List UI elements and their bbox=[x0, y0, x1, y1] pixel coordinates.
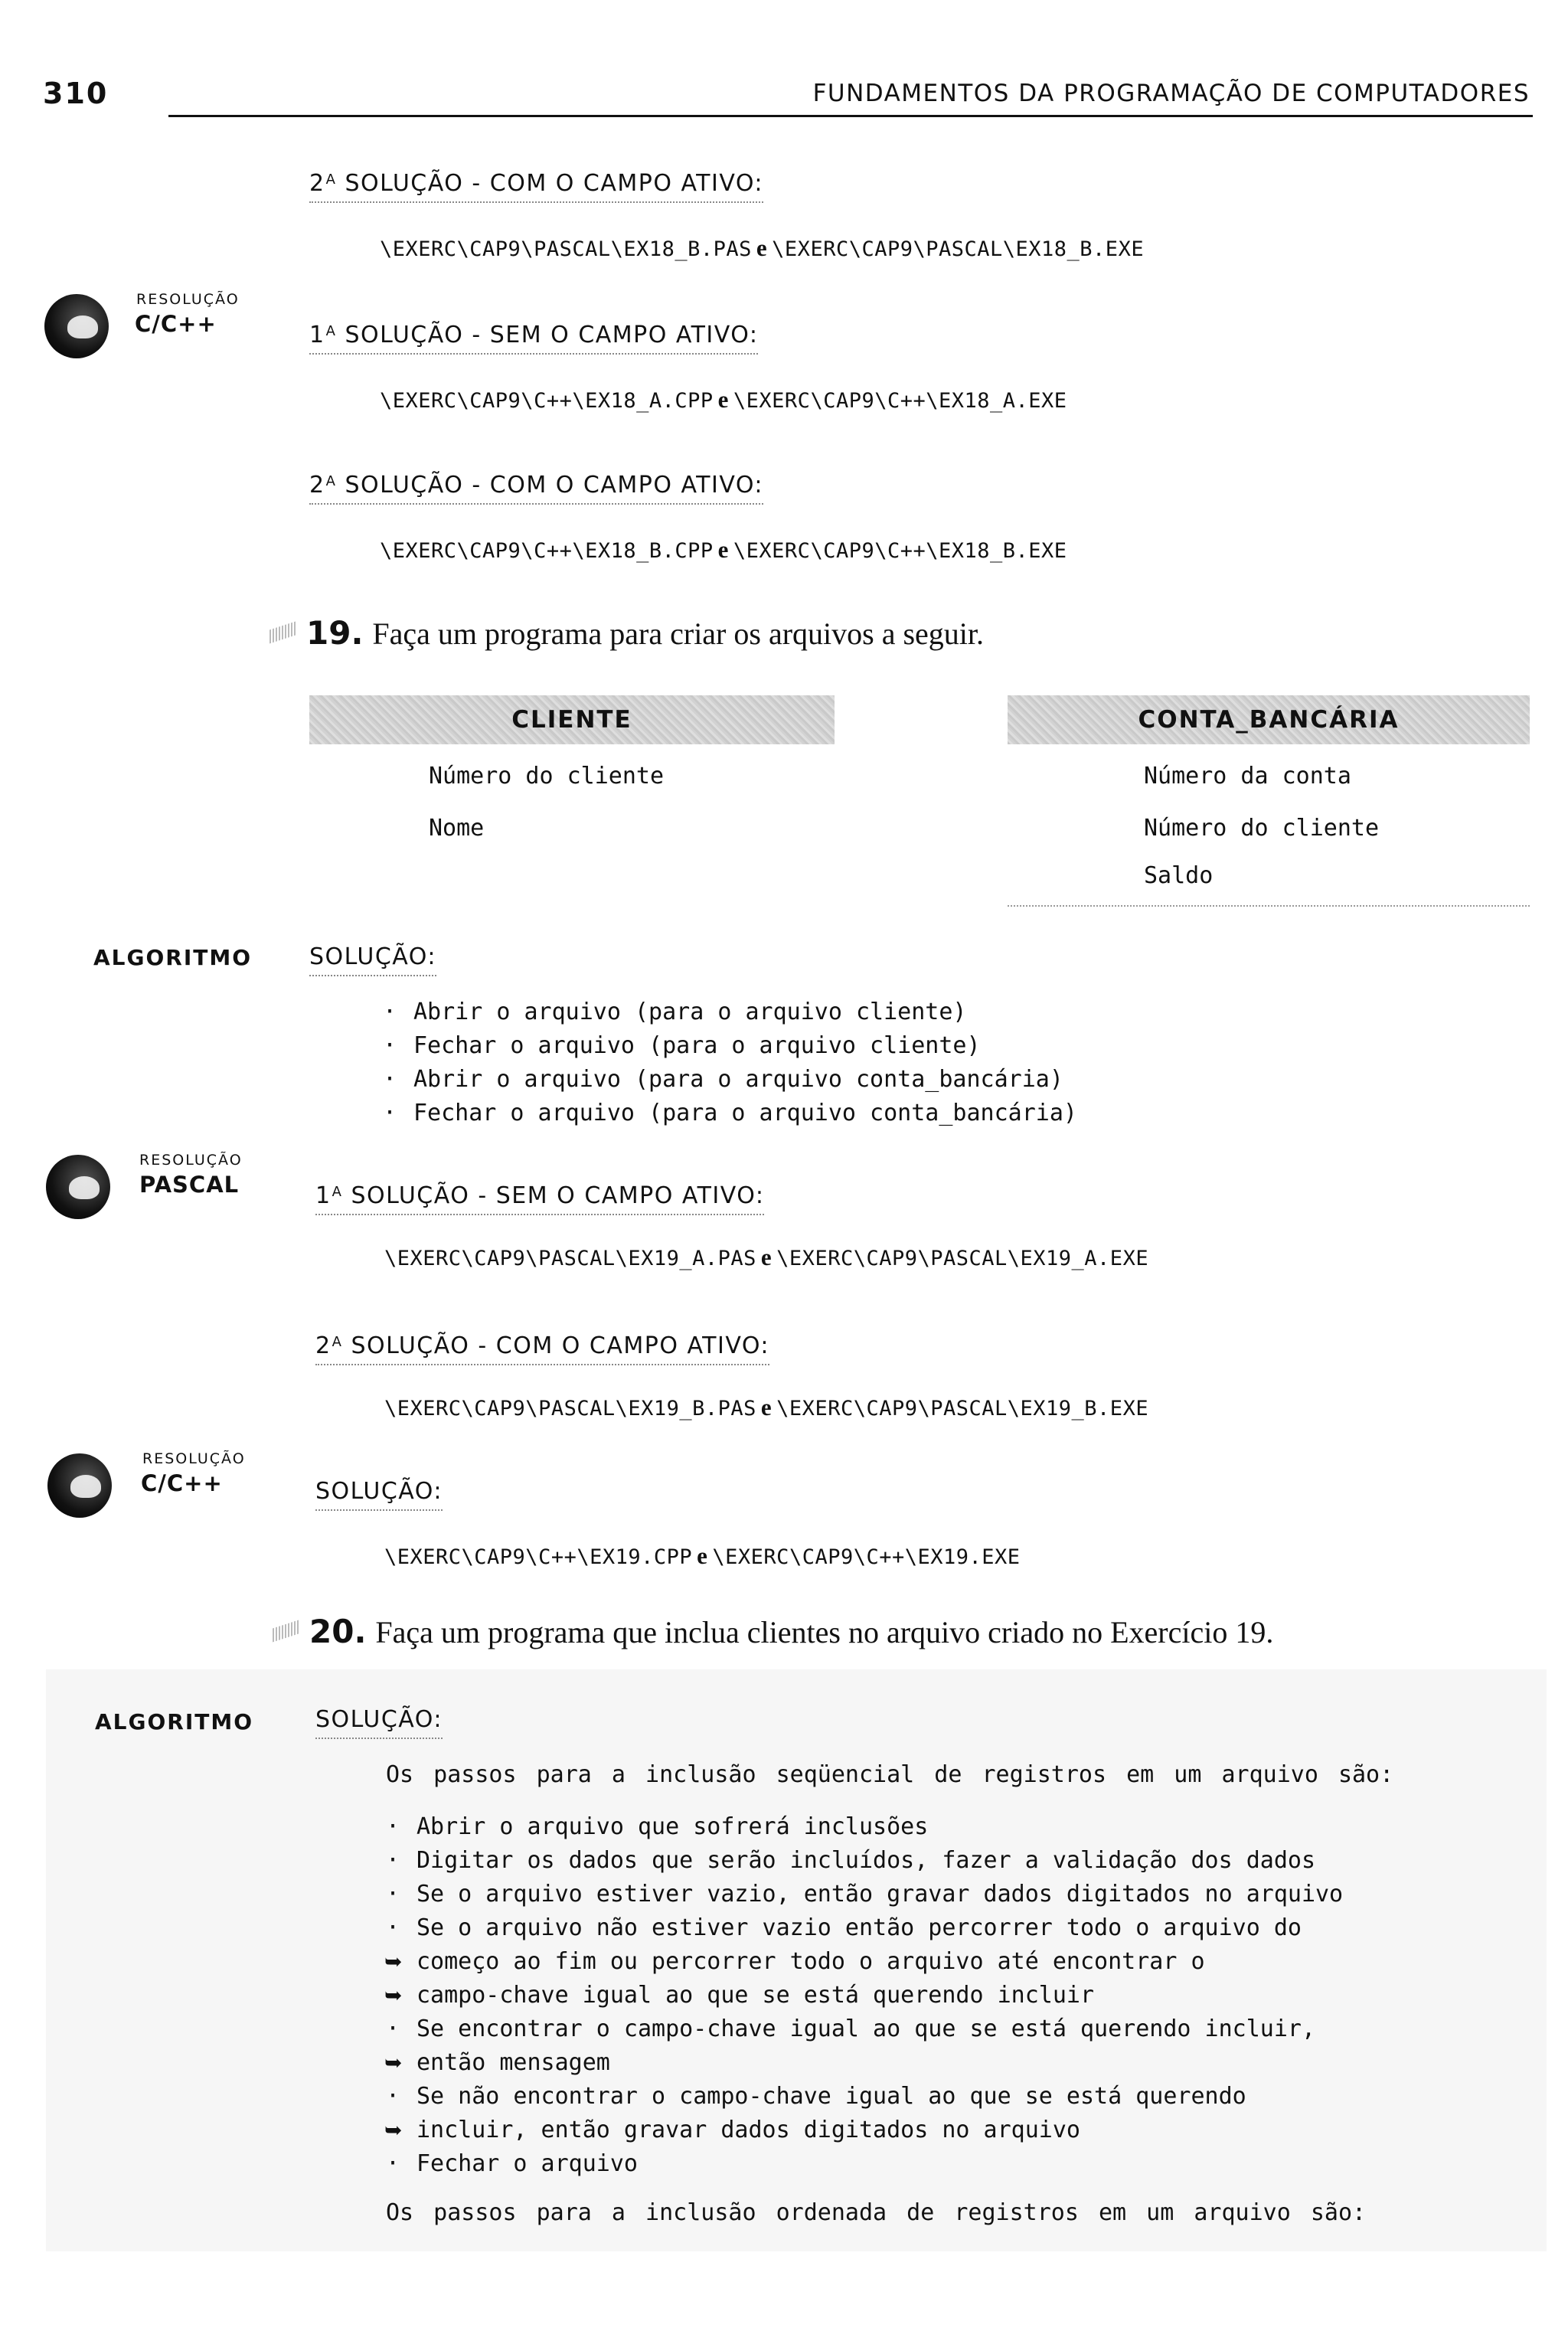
pencil-icon bbox=[270, 621, 296, 643]
header-rule bbox=[168, 115, 1533, 117]
ex20-intro: Os passos para a inclusão seqüencial de registros em um arquivo são: bbox=[386, 1761, 1394, 1788]
resolution-icon bbox=[47, 1453, 112, 1518]
list-item: · Abrir o arquivo que sofrerá inclusões bbox=[386, 1813, 929, 1840]
algorithm-badge: ALGORITMO bbox=[95, 1709, 254, 1734]
pencil-icon bbox=[273, 1620, 299, 1642]
list-item: · Se encontrar o campo-chave igual ao que se está querendo incluir, bbox=[386, 2016, 1315, 2042]
resolution-cpp-badge: RESOLUÇÃO C/C++ bbox=[47, 1447, 277, 1524]
list-item: · Se não encontrar o campo-chave igual ao que se está querendo bbox=[386, 2083, 1246, 2110]
continuation-arrow-icon: ➥ bbox=[384, 1949, 403, 1974]
exercise-20-statement: 20. Faça um programa que inclua clientes no arquivo criado no Exercício 19. bbox=[273, 1613, 1273, 1650]
table-cliente-field: Nome bbox=[429, 815, 485, 842]
list-item: · Abrir o arquivo (para o arquivo conta_bancária) bbox=[383, 1066, 1063, 1093]
solution-heading: SOLUÇÃO: bbox=[309, 943, 436, 976]
page-number: 310 bbox=[43, 77, 109, 110]
list-item-continuation: ➥ começo ao fim ou percorrer todo o arquivo até encontrar o bbox=[386, 1945, 1343, 1979]
list-item-continuation: ➥ incluir, então gravar dados digitados no arquivo bbox=[386, 2114, 1343, 2147]
solution-heading: SOLUÇÃO: bbox=[315, 1478, 443, 1511]
list-item: · Se o arquivo não estiver vazio então percorrer todo o arquivo do bbox=[386, 1914, 1302, 1941]
list-item: · Digitar os dados que serão incluídos, fazer a validação dos dados bbox=[386, 1847, 1315, 1874]
continuation-arrow-icon: ➥ bbox=[384, 2117, 403, 2143]
section-heading-ex18-cpp-2: $2^A$ SOLUÇÃO - COM O CAMPO ATIVO: bbox=[309, 472, 763, 505]
list-item: · Fechar o arquivo (para o arquivo cliente) bbox=[383, 1032, 981, 1059]
table-conta-field: Número da conta bbox=[1144, 763, 1351, 790]
table-conta-rule bbox=[1008, 905, 1530, 907]
section-heading-ex18-cpp-1: $1^A$ SOLUÇÃO - SEM O CAMPO ATIVO: bbox=[309, 322, 758, 355]
file-path-line: \EXERC\CAP9\PASCAL\EX19_B.PAS e \EXERC\CAP9\PASCAL\EX19_B.EXE bbox=[384, 1394, 1149, 1421]
list-item: · Fechar o arquivo (para o arquivo conta_bancária) bbox=[383, 1100, 1077, 1126]
file-path-line: \EXERC\CAP9\PASCAL\EX18_B.PAS e \EXERC\CAP9\PASCAL\EX18_B.EXE bbox=[380, 234, 1145, 261]
section-heading-ex18-pascal-2: $2^A$ SOLUÇÃO - COM O CAMPO ATIVO: bbox=[309, 170, 763, 203]
continuation-arrow-icon: ➥ bbox=[384, 1983, 403, 2008]
table-cliente-title: CLIENTE bbox=[309, 695, 835, 744]
file-path-line: \EXERC\CAP9\PASCAL\EX19_A.PAS e \EXERC\CAP9\PASCAL\EX19_A.EXE bbox=[384, 1244, 1149, 1270]
file-path-line: \EXERC\CAP9\C++\EX19.CPP e \EXERC\CAP9\C++\EX19.EXE bbox=[384, 1542, 1021, 1569]
running-title: FUNDAMENTOS DA PROGRAMAÇÃO DE COMPUTADORES bbox=[812, 80, 1530, 107]
section-heading-ex19-pascal-1: $1^A$ SOLUÇÃO - SEM O CAMPO ATIVO: bbox=[315, 1182, 764, 1215]
list-item-continuation: ➥ então mensagem bbox=[386, 2046, 1343, 2080]
ex20-outro: Os passos para a inclusão ordenada de registros em um arquivo são: bbox=[386, 2199, 1367, 2226]
exercise-19-statement: 19. Faça um programa para criar os arquivos a seguir. bbox=[270, 614, 984, 652]
table-cliente-field: Número do cliente bbox=[429, 763, 665, 790]
resolution-icon bbox=[46, 1155, 110, 1219]
table-conta-field: Número do cliente bbox=[1144, 815, 1380, 842]
algorithm-badge: ALGORITMO bbox=[93, 945, 253, 970]
resolution-pascal-badge: RESOLUÇÃO PASCAL bbox=[46, 1149, 276, 1225]
list-item: · Fechar o arquivo bbox=[386, 2150, 638, 2177]
file-path-line: \EXERC\CAP9\C++\EX18_A.CPP e \EXERC\CAP9\C++\EX18_A.EXE bbox=[380, 386, 1067, 413]
resolution-icon bbox=[44, 294, 109, 358]
list-item-continuation: ➥ campo-chave igual ao que se está querendo incluir bbox=[386, 1979, 1343, 2012]
ex19-steps-list bbox=[383, 995, 1077, 1130]
table-conta-title: CONTA_BANCÁRIA bbox=[1008, 695, 1530, 744]
resolution-cpp-badge: RESOLUÇÃO C/C++ bbox=[44, 288, 274, 365]
list-item: · Se o arquivo estiver vazio, então gravar dados digitados no arquivo bbox=[386, 1881, 1344, 1908]
list-item: · Abrir o arquivo (para o arquivo cliente) bbox=[383, 999, 967, 1025]
solution-heading: SOLUÇÃO: bbox=[315, 1706, 443, 1739]
continuation-arrow-icon: ➥ bbox=[384, 2050, 403, 2075]
table-conta-field: Saldo bbox=[1144, 862, 1214, 889]
section-heading-ex19-pascal-2: $2^A$ SOLUÇÃO - COM O CAMPO ATIVO: bbox=[315, 1332, 769, 1365]
ex20-steps-list bbox=[386, 1810, 1343, 2181]
file-path-line: \EXERC\CAP9\C++\EX18_B.CPP e \EXERC\CAP9\C++\EX18_B.EXE bbox=[380, 536, 1067, 563]
